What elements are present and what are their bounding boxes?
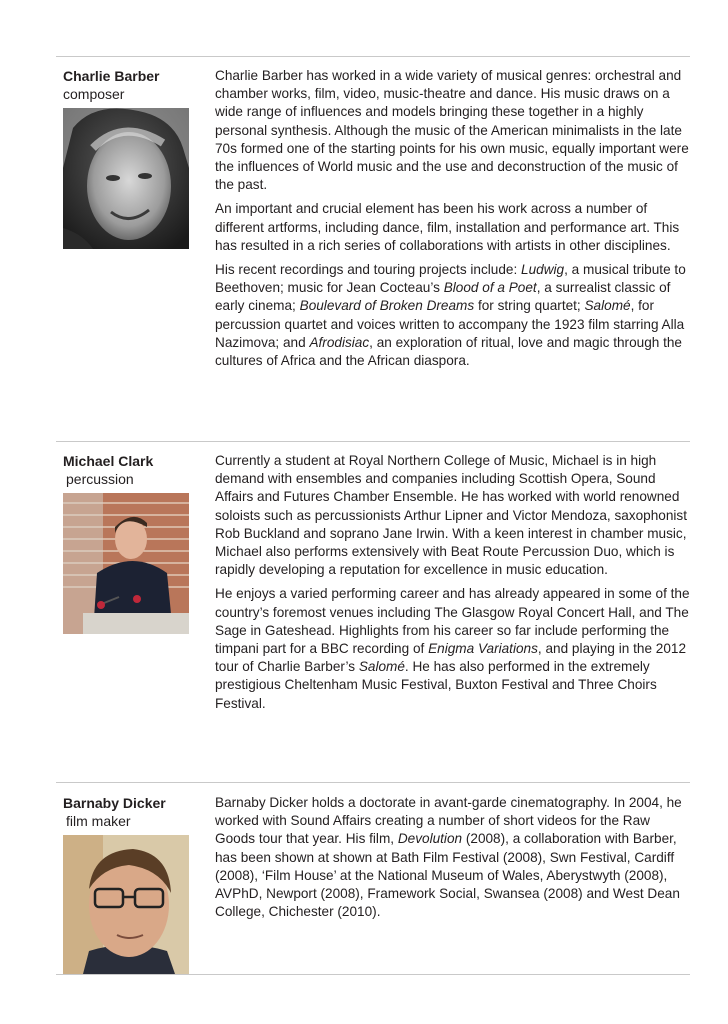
italic-title: Devolution [397, 831, 463, 847]
italic-title: Ludwig [521, 262, 565, 278]
bio-paragraph [215, 261, 693, 370]
person-role: film maker [66, 813, 131, 829]
text-run: , an exploration of ritual, love and magic through the cultures of Africa and the African diaspora. [215, 334, 682, 369]
divider-top [56, 56, 690, 57]
text-run: An important and crucial element has been his work across a number of different artforms, including dance, film, installation and performance art. This has resulted in a rich series of collaborations with artists in other disciplines. [215, 201, 680, 253]
italic-title: Boulevard of Broken Dreams [299, 298, 475, 314]
text-run: , a musical tribute to Beethoven; music for Jean Cocteau’s [215, 262, 686, 296]
text-run: , and playing in the 2012 tour of Charlie Barber’s [215, 641, 687, 675]
text-run: (2008), a collaboration with Barber, has been shown at shown at Bath Film Festival (2008), Swn Festival, Cardiff (2008), ‘Film House’ at the National Museum of Wales, Aberystwyth (2008), AVPhD, Newport (2008), Framework Social, Swansea (2008) and West Dean College, Chichester (2010). [215, 831, 680, 920]
person-photo [63, 108, 189, 249]
divider-bottom [56, 974, 690, 975]
italic-title: Enigma Variations [428, 641, 538, 657]
italic-title: Afrodisiac [309, 334, 370, 350]
italic-title: Salomé [358, 659, 405, 675]
person-name: Barnaby Dicker [63, 795, 166, 811]
portrait-icon [63, 493, 189, 634]
text-run: Currently a student at Royal Northern College of Music, Michael is in high demand with ensembles and companies including Scottish Opera, Sound Affairs and Futures Chamber Ensemble. He has worked with world renowned soloists such as percussionists Arthur Lipner and Victor Mendoza, saxophonist Rob Buckland and soprano Jane Irwin. With a keen interest in chamber music, Michael also performs extensively with Beat Route Percussion Duo, which is rapidly developing a reputation for excellence in music education. [215, 453, 688, 578]
text-run: , for percussion quartet and voices written to accompany the 1923 film starring Alla Nazimova; and [215, 298, 685, 350]
person-role: composer [63, 86, 125, 102]
italic-title: Blood of a Poet [443, 280, 537, 296]
person-name: Michael Clark [63, 453, 154, 469]
bio-paragraph [215, 794, 693, 921]
bio-paragraph [215, 200, 693, 255]
person-photo [63, 835, 189, 974]
person-bio [215, 452, 693, 719]
text-run: , a surrealist classic of early cinema; [215, 280, 671, 314]
divider-1 [56, 441, 690, 442]
person-name: Charlie Barber [63, 68, 160, 84]
person-role: percussion [66, 471, 134, 487]
person-bio [215, 794, 693, 927]
text-run: Charlie Barber has worked in a wide variety of musical genres: orchestral and chamber works, film, video, music-theatre and dance. His music draws on a wide range of influences and models bringing these together in a highly personal synthesis. Although the music of the American minimalists in the late 70s formed one of the starting points for his own music, equally important were the influences of World music and the use and deconstruction of the music of the past. [215, 68, 689, 193]
text-run: His recent recordings and touring projects include: [215, 262, 522, 278]
portrait-icon [63, 835, 189, 974]
portrait-icon [63, 108, 189, 249]
bio-paragraph [215, 585, 693, 712]
person-photo [63, 493, 189, 634]
person-bio [215, 67, 693, 376]
text-run: Barnaby Dicker holds a doctorate in avant-garde cinematography. In 2004, he worked with Sound Affairs creating a number of short videos for the Raw Goods tour that year. His film, [215, 795, 682, 847]
text-run: for string quartet; [474, 298, 585, 314]
divider-2 [56, 782, 690, 783]
text-run: . He has also performed in the extremely prestigious Cheltenham Music Festival, Buxton Festival and Three Choirs Festival. [215, 659, 657, 711]
bio-paragraph [215, 67, 693, 194]
text-run: He enjoys a varied performing career and has already appeared in some of the country’s foremost venues including The Glasgow Royal Concert Hall, and The Sage in Gateshead. Highlights from his career so far include performing the timpani part for a BBC recording of [215, 586, 690, 657]
bio-paragraph [215, 452, 693, 579]
italic-title: Salomé [584, 298, 631, 314]
